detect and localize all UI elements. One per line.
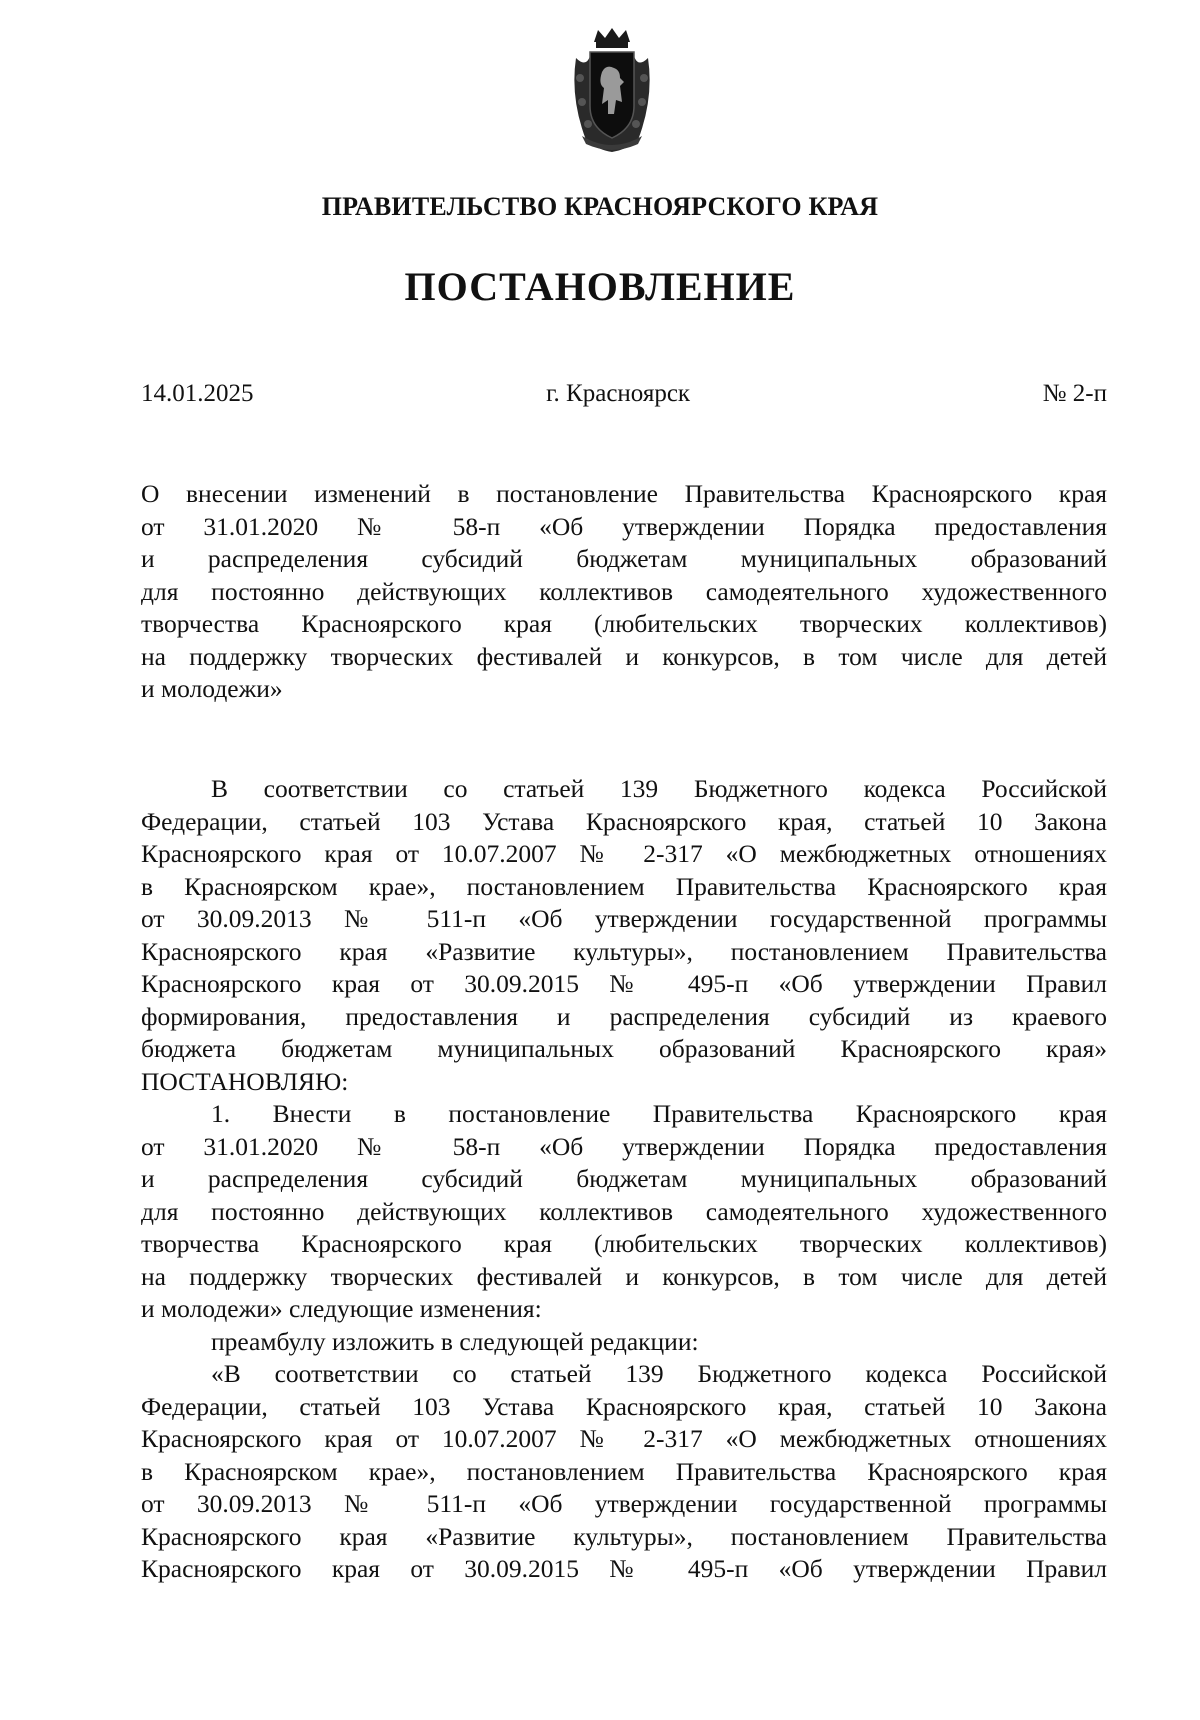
subject-line: для постоянно действующих коллективов самодеятельного художественного — [141, 576, 1107, 606]
body-line: Красноярского края от 30.09.2015 № 495-п «Об утверждении Правил — [141, 1554, 1107, 1583]
subject-line: на поддержку творческих фестивалей и конкурсов, в том числе для детей — [141, 641, 1107, 671]
body-line: творчества Красноярского края (любительских творческих коллективов) — [141, 1229, 1107, 1258]
document-number: № 2-п — [1042, 380, 1107, 407]
body-line: от 30.09.2013 № 511-п «Об утверждении государственной программы — [141, 1489, 1107, 1518]
coat-of-arms-icon — [568, 28, 656, 154]
body-line: Красноярского края «Развитие культуры», постановлением Правительства — [141, 936, 1107, 966]
organization-title: ПРАВИТЕЛЬСТВО КРАСНОЯРСКОГО КРАЯ — [321, 192, 879, 221]
body-line: «В соответствии со статьей 139 Бюджетного кодекса Российской — [211, 1359, 1107, 1388]
subject-line: от 31.01.2020 № 58-п «Об утверждении Порядка предоставления — [141, 511, 1107, 541]
body-line: для постоянно действующих коллективов самодеятельного художественного — [141, 1196, 1107, 1226]
subject-line: творчества Красноярского края (любительских творческих коллективов) — [141, 609, 1107, 638]
body-line: и распределения субсидий бюджетам муниципальных образований — [141, 1164, 1107, 1193]
subject-line: О внесении изменений в постановление Правительства Красноярского края — [141, 479, 1107, 508]
body-line: Красноярского края от 30.09.2015 № 495-п «Об утверждении Правил — [141, 969, 1107, 998]
body-line: формирования, предоставления и распределения субсидий из краевого — [141, 1001, 1107, 1031]
body-line: Красноярского края «Развитие культуры», постановлением Правительства — [141, 1521, 1107, 1551]
body-line: в Красноярском крае», постановлением Правительства Красноярского края — [141, 1456, 1107, 1486]
document-body — [141, 773, 1107, 1586]
body-line: на поддержку творческих фестивалей и конкурсов, в том числе для детей — [141, 1261, 1107, 1291]
body-line: ПОСТАНОВЛЯЮ: — [141, 1066, 349, 1096]
body-line: Федерации, статьей 103 Устава Красноярского края, статьей 10 Закона — [141, 1391, 1107, 1421]
body-line: В соответствии со статьей 139 Бюджетного кодекса Российской — [211, 774, 1107, 803]
document-meta-row — [141, 380, 1107, 408]
document-subject — [141, 478, 1107, 706]
subject-line: и молодежи» — [141, 674, 283, 703]
body-line: и молодежи» следующие изменения: — [141, 1294, 542, 1323]
body-line: Красноярского края от 10.07.2007 № 2-317 «О межбюджетных отношениях — [141, 1424, 1107, 1453]
body-line: Федерации, статьей 103 Устава Красноярского края, статьей 10 Закона — [141, 806, 1107, 836]
body-line: бюджета бюджетам муниципальных образований Красноярского края» — [141, 1034, 1107, 1063]
document-type-heading: ПОСТАНОВЛЕНИЕ — [404, 264, 796, 309]
subject-line: и распределения субсидий бюджетам муниципальных образований — [141, 544, 1107, 573]
document-city: г. Красноярск — [546, 380, 691, 407]
body-line: преамбулу изложить в следующей редакции: — [211, 1326, 699, 1356]
body-line: Красноярского края от 10.07.2007 № 2-317 «О межбюджетных отношениях — [141, 839, 1107, 868]
body-line: в Красноярском крае», постановлением Правительства Красноярского края — [141, 871, 1107, 901]
body-line: 1. Внести в постановление Правительства Красноярского края — [211, 1099, 1107, 1128]
body-line: от 30.09.2013 № 511-п «Об утверждении государственной программы — [141, 904, 1107, 933]
body-line: от 31.01.2020 № 58-п «Об утверждении Порядка предоставления — [141, 1131, 1107, 1161]
document-date: 14.01.2025 — [141, 380, 254, 407]
